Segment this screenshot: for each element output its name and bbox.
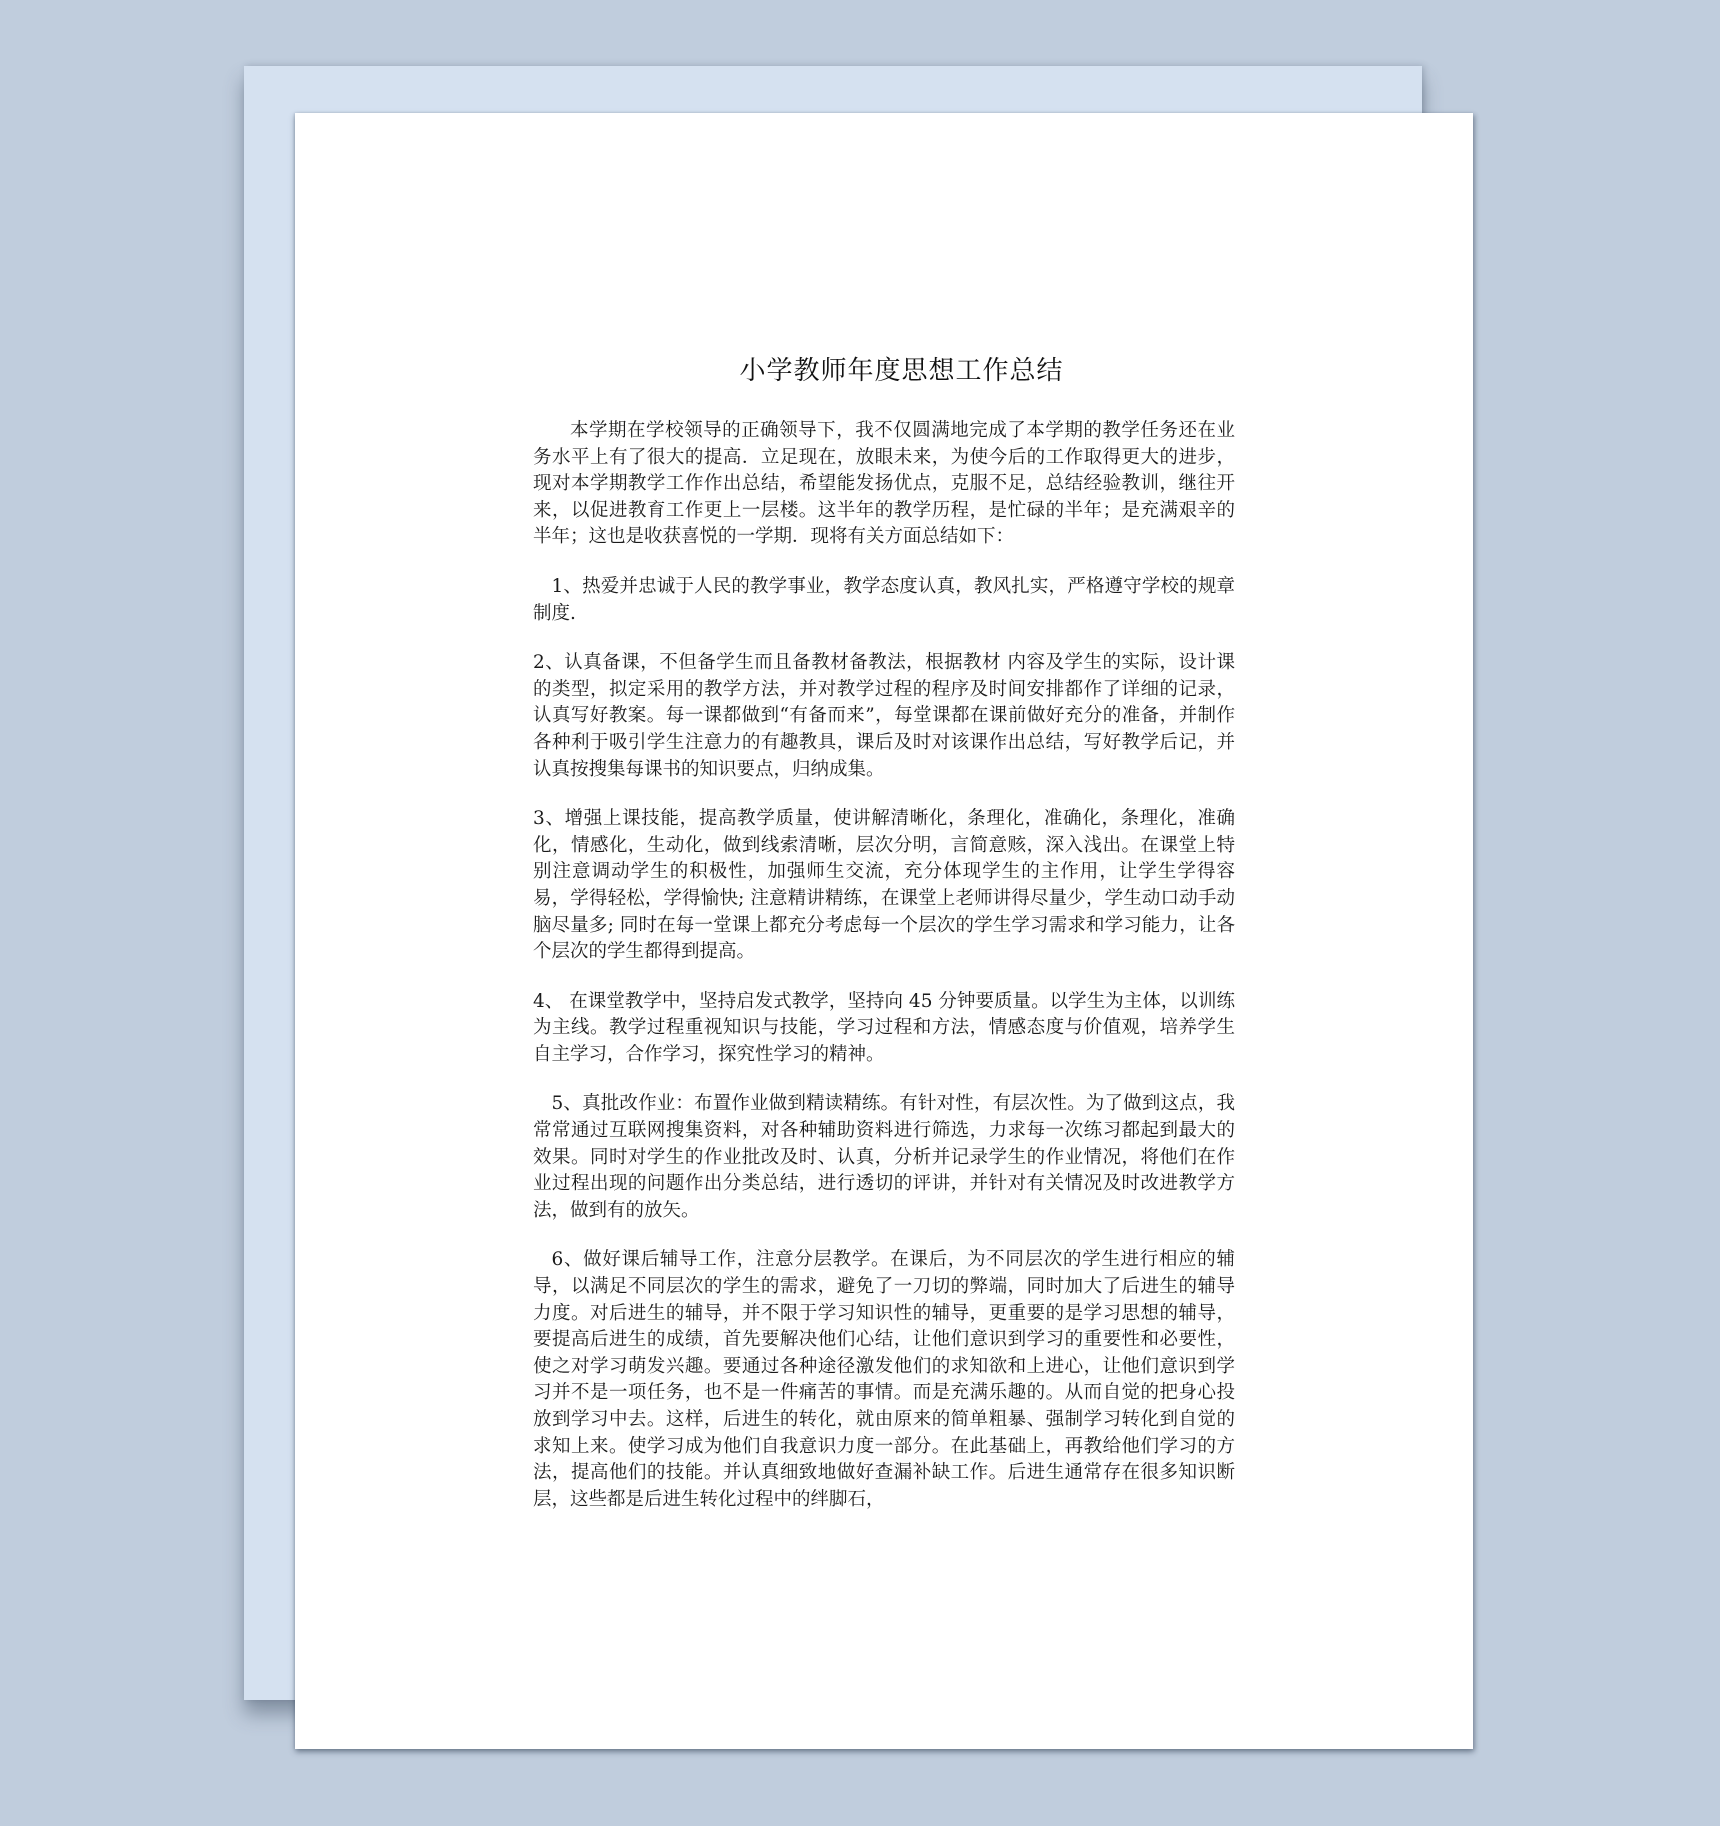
paragraph-item-2: 2、认真备课，不但备学生而且备教材备教法，根据教材 内容及学生的实际，设计课的类型，拟定采用的教学方法，并对教学过程的程序及时间安排都作了详细的记录，认真写好教案。每一课都做到“有备而来”，每堂课都在课前做好充分的准备，并制作各种利于吸引学生注意力的有趣教具，课后及时对该课作出总结，写好教学后记，并认真按搜集每课书的知识要点，归纳成集。 [533, 652, 1235, 780]
intro-paragraph: 本学期在学校领导的正确领导下，我不仅圆满地完成了本学期的教学任务还在业务水平上有了很大的提高．立足现在，放眼未来，为使今后的工作取得更大的进步，现对本学期教学工作作出总结，希望能发扬优点，克服不足，总结经验教训，继往开来，以促进教育工作更上一层楼。这半年的教学历程，是忙碌的半年；是充满艰辛的半年；这也是收获喜悦的一学期．现将有关方面总结如下： [533, 420, 1235, 548]
paragraph-item-1: 1、热爱并忠诚于人民的教学事业，教学态度认真，教风扎实，严格遵守学校的规章制度. [533, 575, 1235, 624]
document-body [533, 418, 1235, 1536]
paragraph-item-6: 6、做好课后辅导工作，注意分层教学。在课后，为不同层次的学生进行相应的辅导，以满足不同层次的学生的需求，避免了一刀切的弊端，同时加大了后进生的辅导力度。对后进生的辅导，并不限于学习知识性的辅导，更重要的是学习思想的辅导，要提高后进生的成绩，首先要解决他们心结，让他们意识到学习的重要性和必要性，使之对学习萌发兴趣。要通过各种途径激发他们的求知欲和上进心，让他们意识到学习并不是一项任务，也不是一件痛苦的事情。而是充满乐趣的。从而自觉的把身心投放到学习中去。这样，后进生的转化，就由原来的简单粗暴、强制学习转化到自觉的求知上来。使学习成为他们自我意识力度一部分。在此基础上，再教给他们学习的方法，提高他们的技能。并认真细致地做好查漏补缺工作。后进生通常存在很多知识断层，这些都是后进生转化过程中的绊脚石， [533, 1249, 1235, 1510]
document-page [295, 113, 1473, 1749]
paragraph-item-5: 5、真批改作业：布置作业做到精读精练。有针对性，有层次性。为了做到这点，我常常通过互联网搜集资料，对各种辅助资料进行筛选，力求每一次练习都起到最大的效果。同时对学生的作业批改及时、认真，分析并记录学生的作业情况，将他们在作业过程出现的问题作出分类总结，进行透切的评讲，并针对有关情况及时改进教学方法，做到有的放矢。 [533, 1093, 1235, 1221]
document-title: 小学教师年度思想工作总结 [739, 356, 1064, 386]
paragraph-item-3: 3、增强上课技能，提高教学质量，使讲解清晰化，条理化，准确化，条理化，准确化，情感化，生动化，做到线索清晰，层次分明，言简意赅，深入浅出。在课堂上特别注意调动学生的积极性，加强师生交流，充分体现学生的主作用，让学生学得容易，学得轻松，学得愉快; 注意精讲精练，在课堂上老师讲得尽量少，学生动口动手动脑尽量多; 同时在每一堂课上都充分考虑每一个层次的学生学习需求和学习能力，让各个层次的学生都得到提高。 [533, 808, 1235, 963]
paragraph-item-4: 4、 在课堂教学中，坚持启发式教学，坚持向 45 分钟要质量。以学生为主体，以训练为主线。教学过程重视知识与技能，学习过程和方法，情感态度与价值观，培养学生自主学习，合作学习，探究性学习的精神。 [533, 990, 1235, 1065]
